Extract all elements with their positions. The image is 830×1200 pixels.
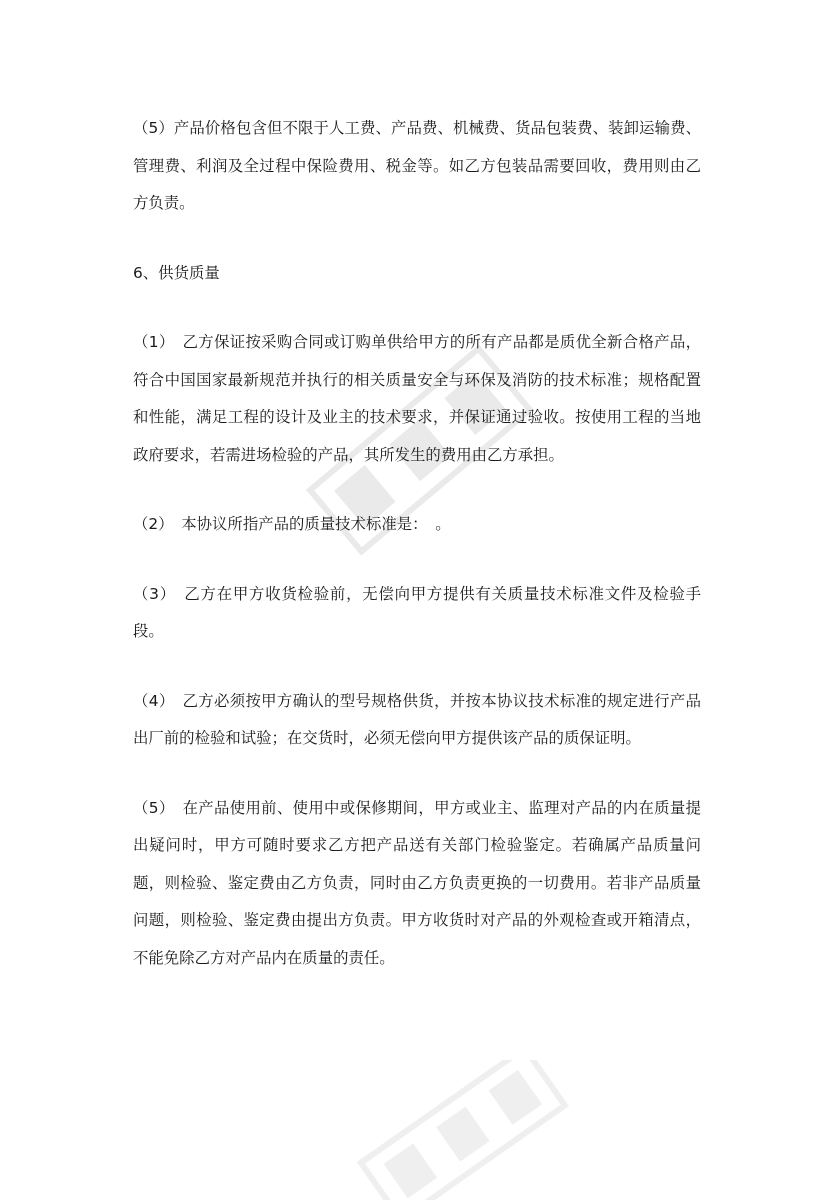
watermark-stamp-bottom xyxy=(330,1060,590,1200)
paragraph-price-clause: （5）产品价格包含但不限于人工费、产品费、机械费、货品包装费、装卸运输费、管理费、利润及全过程中保险费用、税金等。如乙方包装品需要回收，费用则由乙方负责。 xyxy=(133,119,701,212)
document-body xyxy=(133,110,701,977)
section-heading-supply-quality: 6、供货质量 xyxy=(133,263,220,282)
paragraph-quality-5: （5） 在产品使用前、使用中或保修期间，甲方或业主、监理对产品的内在质量提出疑问时，甲方可随时要求乙方把产品送有关部门检验鉴定。若确属产品质量问题，则检验、鉴定费由乙方负责，同时由乙方负责更换的一切费用。若非产品质量问题，则检验、鉴定费由提出方负责。甲方收货时对产品的外观检查或开箱清点，不能免除乙方对产品内在质量的责任。 xyxy=(133,798,701,967)
paragraph-quality-2: （2） 本协议所指产品的质量技术标准是： 。 xyxy=(133,515,451,533)
paragraph-quality-1: （1） 乙方保证按采购合同或订购单供给甲方的所有产品都是质优全新合格产品，符合中国国家最新规范并执行的相关质量安全与环保及消防的技术标准；规格配置和性能，满足工程的设计及业主的技术要求，并保证通过验收。按使用工程的当地政府要求，若需进场检验的产品，其所发生的费用由乙方承担。 xyxy=(133,333,701,464)
paragraph-quality-3: （3） 乙方在甲方收货检验前，无偿向甲方提供有关质量技术标准文件及检验手段。 xyxy=(133,584,701,640)
paragraph-quality-4: （4） 乙方必须按甲方确认的型号规格供货，并按本协议技术标准的规定进行产品出厂前的检验和试验；在交货时，必须无偿向甲方提供该产品的质保证明。 xyxy=(133,691,701,747)
